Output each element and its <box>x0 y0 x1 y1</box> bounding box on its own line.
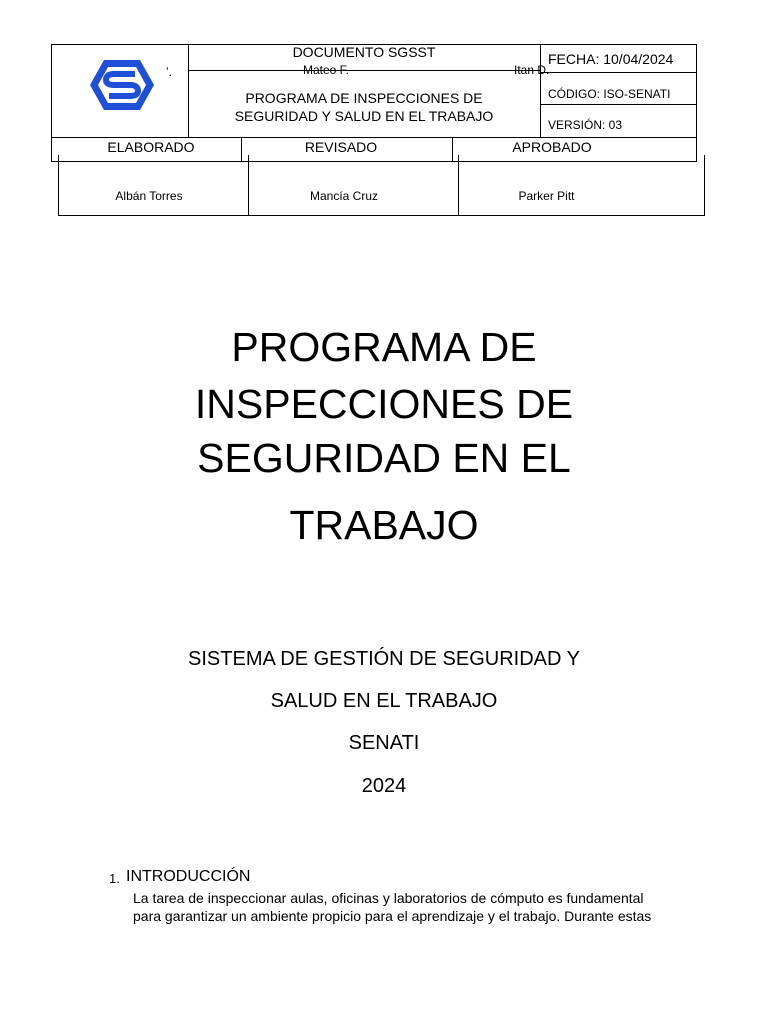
fecha-field: FECHA: 10/04/2024 <box>548 51 674 67</box>
subtitle-line1: SISTEMA DE GESTIÓN DE SEGURIDAD Y <box>188 648 580 670</box>
main-title-line4: TRABAJO <box>289 502 479 548</box>
section-paragraph-line1: La tarea de inspeccionar aulas, oficinas y laboratorios de cómputo es fundamental <box>133 890 644 906</box>
elaborado-label: ELABORADO <box>107 139 195 155</box>
logo-mark-text: ʼ. <box>166 65 172 79</box>
document-label: DOCUMENTO SGSST <box>292 44 436 60</box>
program-name-line2: SEGURIDAD Y SALUD EN EL TRABAJO <box>234 108 494 124</box>
elaborado-name: Albán Torres <box>115 189 183 203</box>
program-name-line1: PROGRAMA DE INSPECCIONES DE <box>245 90 483 106</box>
revisado-name: Mancía Cruz <box>309 189 379 203</box>
document-year: 2024 <box>361 775 407 797</box>
revisado-label: REVISADO <box>304 139 378 155</box>
codigo-field: CÓDIGO: ISO-SENATI <box>548 87 671 101</box>
main-title-line1: PROGRAMA DE <box>231 324 537 370</box>
section-heading: INTRODUCCIÓN <box>126 868 251 885</box>
main-title-line2: INSPECCIONES DE <box>194 381 574 427</box>
subtitle-line2: SALUD EN EL TRABAJO <box>270 690 498 712</box>
organization-name: SENATI <box>348 732 420 754</box>
aprobado-label: APROBADO <box>512 139 592 155</box>
section-paragraph-line2: para garantizar un ambiente propicio para el aprendizaje y el trabajo. Durante estas <box>133 908 652 924</box>
version-field: VERSIÓN: 03 <box>548 118 623 132</box>
overlap-name-left: Mateo F. <box>303 63 350 77</box>
main-title-line3: SEGURIDAD EN EL <box>197 435 571 481</box>
senati-logo-icon <box>88 58 156 112</box>
aprobado-name: Parker Pitt <box>518 189 575 203</box>
section-number: 1. <box>109 871 120 886</box>
overlap-name-right: Itan D. <box>514 63 550 77</box>
